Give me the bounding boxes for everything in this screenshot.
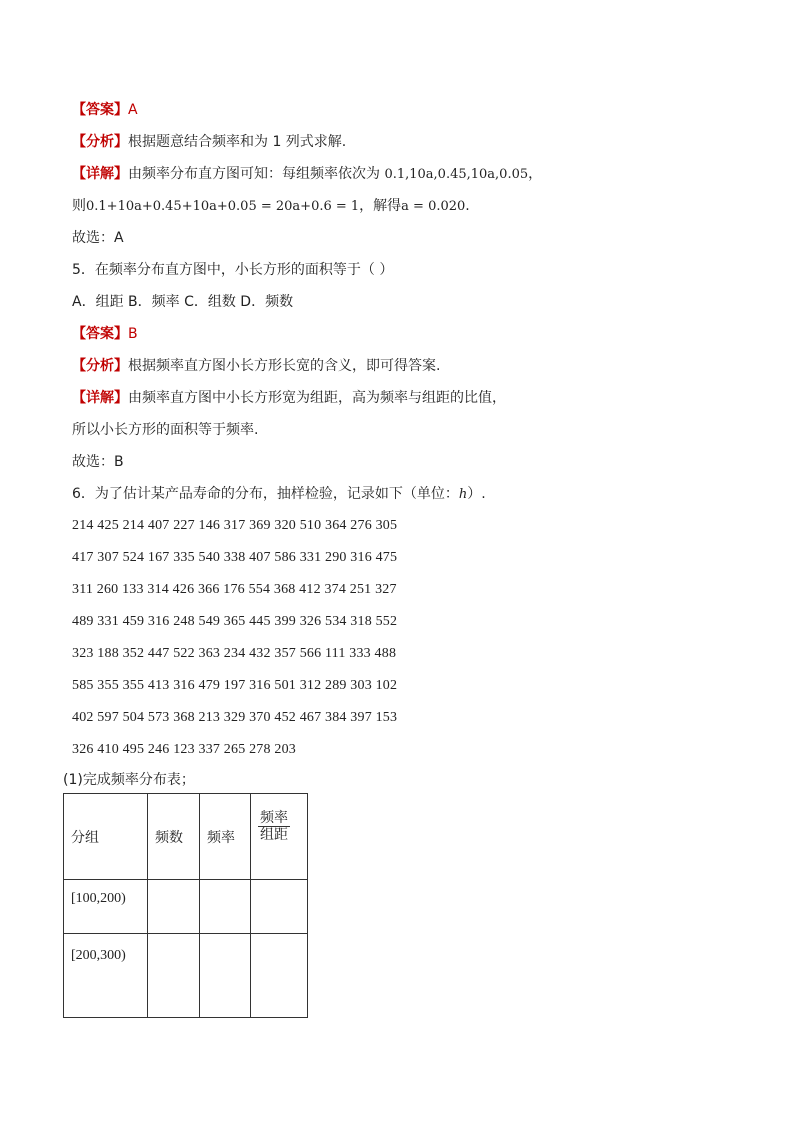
- data-row: 585 355 355 413 316 479 197 316 501 312 289 303 102: [72, 678, 398, 693]
- header-frequency-per-width: [251, 794, 308, 880]
- detail-end: ，: [528, 166, 543, 182]
- answer-label: 【答案】: [72, 102, 128, 118]
- then-equation: 0.1+10a+0.45+10a+0.05 = 20a+0.6 = 1: [86, 199, 360, 214]
- group-interval: [100,200): [71, 891, 126, 906]
- header-frequency: 频率: [200, 794, 251, 880]
- q5-detail-line: [72, 388, 506, 408]
- q6-question: [72, 484, 486, 505]
- detail-text: 由频率分布直方图可知：每组频率依次为: [128, 166, 380, 182]
- then-prefix: 则: [72, 198, 86, 214]
- table-header-row: [64, 794, 308, 880]
- q4-analysis-line: [72, 132, 346, 152]
- answer-label: 【答案】: [72, 326, 128, 342]
- q4-choice: 故选：A: [72, 230, 124, 246]
- detail-text: 由频率直方图中小长方形宽为组距，高为频率与组距的比值，: [128, 390, 506, 406]
- table-row: [64, 880, 308, 934]
- group-cell: [64, 880, 148, 934]
- fraction-denominator: 组距: [260, 827, 288, 843]
- then-result: a = 0.020: [401, 199, 466, 214]
- then-end: .: [465, 198, 470, 214]
- q5-options: A．组距 B．频率 C．组数 D．频数: [72, 294, 294, 310]
- analysis-label: 【分析】: [72, 134, 128, 150]
- q5-analysis-line: [72, 356, 440, 376]
- group-interval: [200,300): [71, 948, 126, 963]
- q5-choice: 故选：B: [72, 454, 124, 470]
- detail-math: 0.1,10a,0.45,10a,0.05: [384, 167, 529, 182]
- frequency-cell[interactable]: [200, 880, 251, 934]
- header-count: 频数: [148, 794, 200, 880]
- data-row: 489 331 459 316 248 549 365 445 399 326 534 318 552: [72, 614, 398, 629]
- data-row: 323 188 352 447 522 363 234 432 357 566 111 333 488: [72, 646, 397, 661]
- answer-value: B: [128, 326, 138, 342]
- data-row: 402 597 504 573 368 213 329 370 452 467 384 397 153: [72, 710, 398, 725]
- data-row: 214 425 214 407 227 146 317 369 320 510 364 276 305: [72, 518, 398, 533]
- q5-question: 5．在频率分布直方图中，小长方形的面积等于（ ）: [72, 262, 394, 278]
- q4-detail-line: [72, 164, 542, 185]
- data-row: 326 410 495 246 123 337 265 278 203: [72, 742, 296, 757]
- ratio-cell[interactable]: [251, 934, 308, 1018]
- q5-detail-line2: 所以小长方形的面积等于频率.: [72, 422, 259, 438]
- detail-label: 【详解】: [72, 166, 128, 182]
- ratio-cell[interactable]: [251, 880, 308, 934]
- data-row: 311 260 133 314 426 366 176 554 368 412 374 251 327: [72, 582, 397, 597]
- analysis-label: 【分析】: [72, 358, 128, 374]
- frequency-table: [63, 793, 308, 1018]
- header-group: 分组: [64, 794, 148, 880]
- fraction: [258, 810, 290, 843]
- q5-answer-line: [72, 324, 138, 344]
- count-cell[interactable]: [148, 880, 200, 934]
- analysis-text: 根据题意结合频率和为 1 列式求解.: [128, 134, 347, 150]
- analysis-text: 根据频率直方图小长方形长宽的含义，即可得答案.: [128, 358, 441, 374]
- frequency-cell[interactable]: [200, 934, 251, 1018]
- data-row: 417 307 524 167 335 540 338 407 586 331 290 316 475: [72, 550, 398, 565]
- q6-unit: h: [458, 487, 468, 502]
- fraction-numerator: 频率: [260, 810, 288, 826]
- q6-question-end: ）.: [467, 486, 486, 502]
- count-cell[interactable]: [148, 934, 200, 1018]
- q6-question-text: 6．为了估计某产品寿命的分布，抽样检验，记录如下（单位：: [72, 486, 459, 502]
- answer-value: A: [128, 102, 138, 118]
- q6-part1: (1)完成频率分布表；: [63, 772, 195, 788]
- then-mid: ，解得: [359, 198, 402, 214]
- table-row: [64, 934, 308, 1018]
- q4-answer-line: [72, 100, 138, 120]
- q4-then-line: [72, 196, 470, 217]
- detail-label: 【详解】: [72, 390, 128, 406]
- group-cell: [64, 934, 148, 1018]
